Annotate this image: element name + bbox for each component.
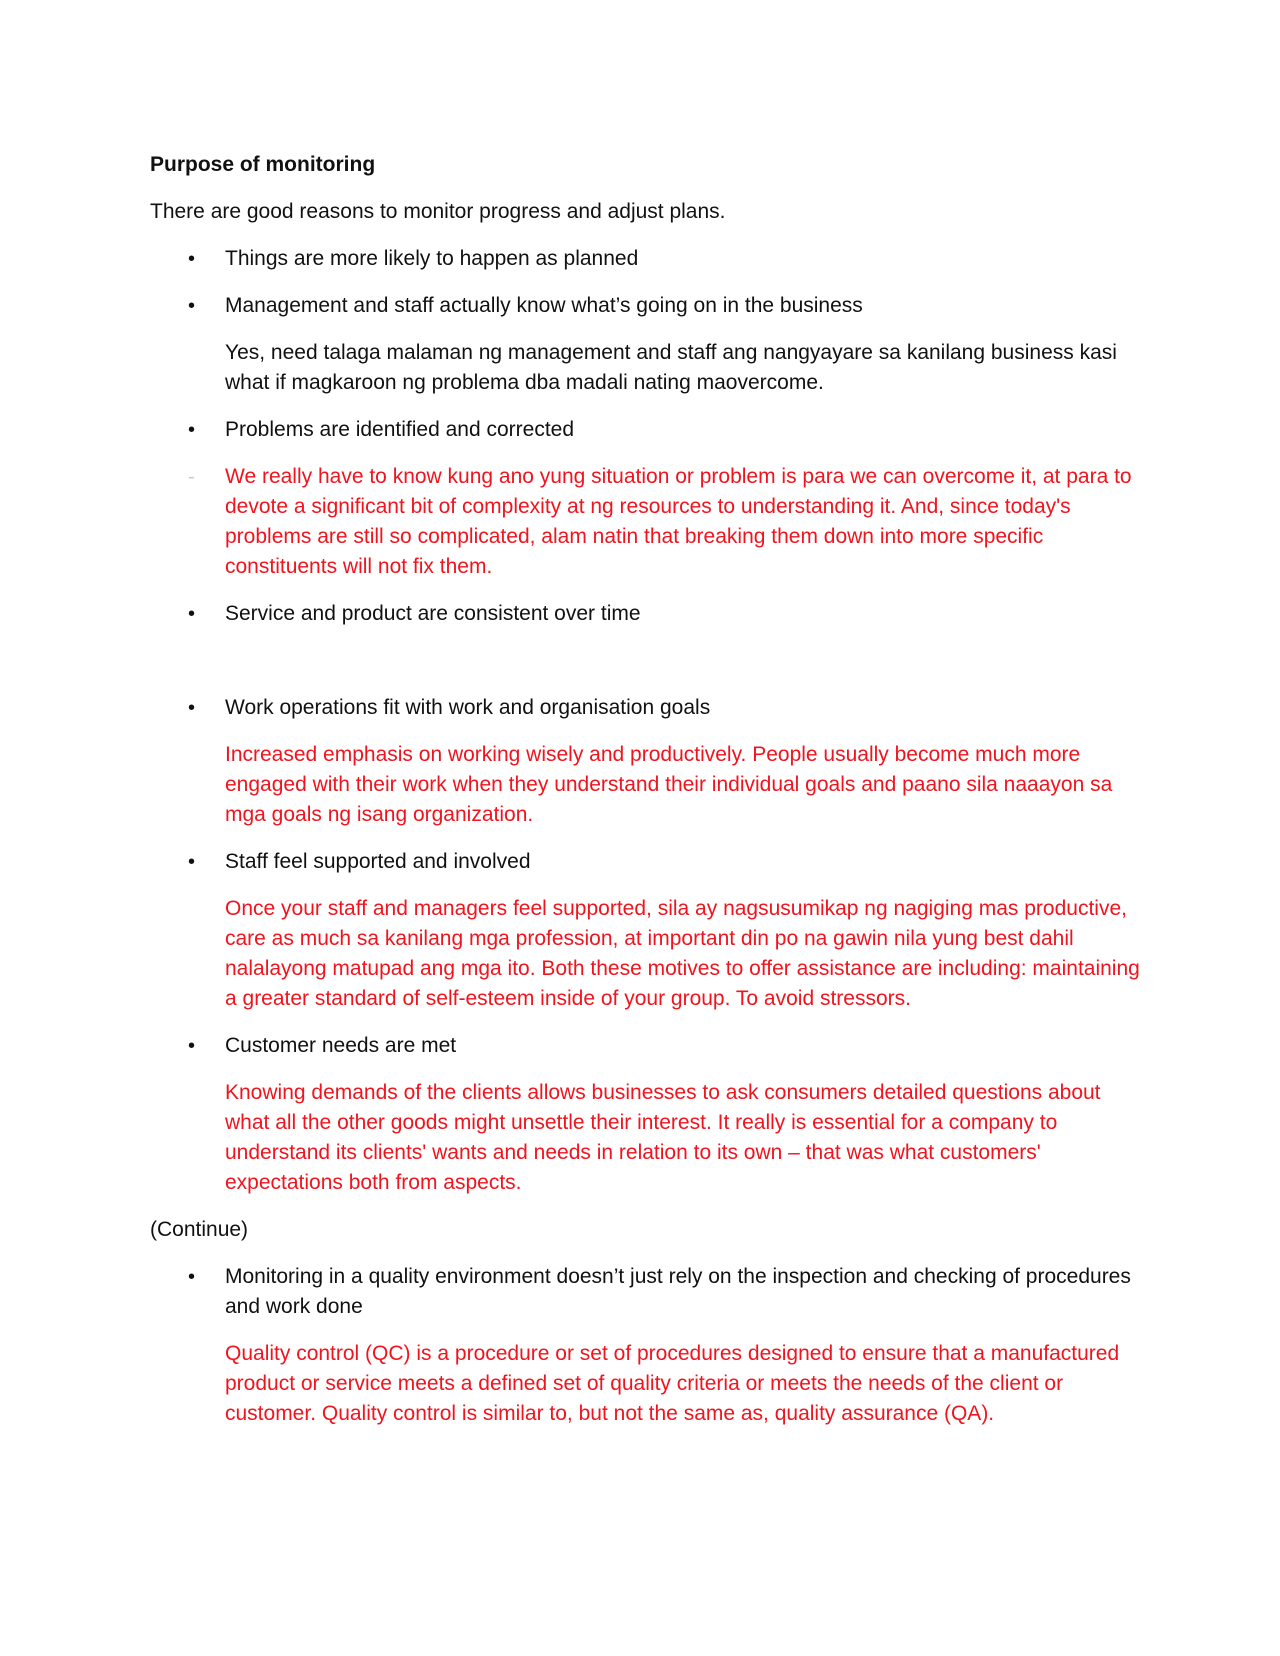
- bullet-item: [150, 244, 1150, 274]
- note-paragraph: Yes, need talaga malaman ng management and staff ang nangyayare sa kanilang business kasi what if magkaroon ng problema dba madali nating maovercome.: [225, 341, 1117, 394]
- red-note-paragraph: Increased emphasis on working wisely and productively. People usually become much more engaged with their work when they understand their individual goals and paano sila naaayon sa mga goals ng isang organization.: [225, 743, 1113, 826]
- bullet-marker: •: [188, 295, 196, 317]
- bullet-marker: •: [188, 419, 196, 441]
- dash-marker: -: [188, 466, 195, 488]
- bullet-item: [150, 291, 1150, 321]
- bullet-marker: •: [188, 248, 196, 270]
- bullet-marker: •: [188, 603, 196, 625]
- section-heading: Purpose of monitoring: [150, 153, 376, 176]
- red-note-text: We really have to know kung ano yung situation or problem is para we can overcome it, at para to devote a significant bit of complexity at ng resources to understanding it. And, since today's problems are still so complicated, alam natin that breaking them down into more specific constituents will not fix them.: [225, 465, 1132, 578]
- bullet-text: Management and staff actually know what’s going on in the business: [225, 294, 863, 317]
- bullet-item: [150, 415, 1150, 445]
- bullet-item: [150, 599, 1150, 629]
- red-note-paragraph: Quality control (QC) is a procedure or set of procedures designed to ensure that a manufactured product or service meets a defined set of quality criteria or meets the needs of the client or customer. Quality control is similar to, but not the same as, quality assurance (QA).: [225, 1342, 1120, 1425]
- bullet-marker: •: [188, 851, 196, 873]
- bullet-item: [150, 1031, 1150, 1061]
- bullet-text: Staff feel supported and involved: [225, 850, 531, 873]
- intro-paragraph: There are good reasons to monitor progress and adjust plans.: [150, 200, 726, 223]
- bullet-text: Customer needs are met: [225, 1034, 457, 1057]
- bullet-text: Problems are identified and corrected: [225, 418, 575, 441]
- red-note-paragraph: Knowing demands of the clients allows businesses to ask consumers detailed questions about what all the other goods might unsettle their interest. It really is essential for a company to understand its clients' wants and needs in relation to its own – that was what customers' expectations both from aspects.: [225, 1081, 1101, 1194]
- bullet-marker: •: [188, 697, 196, 719]
- bullet-item: [150, 693, 1150, 723]
- continue-label: (Continue): [150, 1218, 249, 1241]
- bullet-text: Work operations fit with work and organisation goals: [225, 696, 711, 719]
- bullet-text: Things are more likely to happen as planned: [225, 247, 639, 270]
- bullet-text: Monitoring in a quality environment doesn’t just rely on the inspection and checking of procedures and work done: [225, 1265, 1131, 1318]
- bullet-text: Service and product are consistent over time: [225, 602, 641, 625]
- bullet-marker: •: [188, 1035, 196, 1057]
- red-note-paragraph: Once your staff and managers feel supported, sila ay nagsusumikap ng nagiging mas productive, care as much sa kanilang mga profession, at important din po na gawin nila yung best dahil nalalayong matupad ang mga ito. Both these motives to offer assistance are including: maintaining a greater standard of self-esteem inside of your group. To avoid stressors.: [225, 897, 1140, 1010]
- blank-line: [150, 646, 1150, 693]
- bullet-item: [150, 1262, 1150, 1322]
- bullet-item: [150, 847, 1150, 877]
- dash-item: [150, 462, 1150, 582]
- bullet-marker: •: [188, 1266, 196, 1288]
